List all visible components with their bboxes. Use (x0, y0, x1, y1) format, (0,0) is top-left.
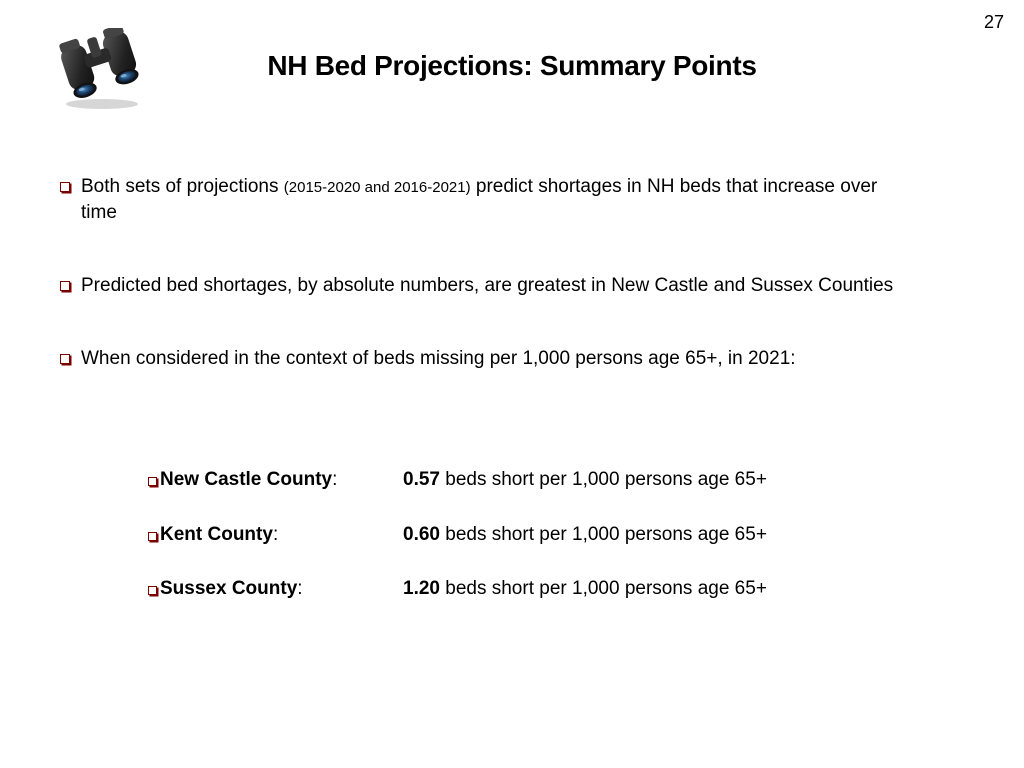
county-item-sussex (148, 575, 848, 603)
county-name: New Castle County (160, 469, 333, 490)
square-bullet-icon (148, 586, 157, 595)
square-bullet-icon (60, 354, 70, 364)
county-list (148, 466, 848, 603)
county-colon: : (332, 469, 338, 490)
bullet-text-post: predict shortages in NH beds that increase over time (81, 176, 878, 223)
square-bullet-icon (148, 532, 157, 541)
county-value: 0.57 (403, 469, 440, 490)
bullet-text: When considered in the context of beds missing per 1,000 persons age 65+, in 2021: (81, 348, 796, 369)
bullet-text-years: (2015-2020 and 2016-2021) (283, 179, 471, 196)
county-name: Sussex County (160, 578, 298, 599)
county-item-kent (148, 521, 848, 549)
county-value-suffix: beds short per 1,000 persons age 65+ (439, 578, 767, 599)
bullet-item (60, 273, 900, 298)
bullet-text-pre: Both sets of projections (81, 176, 284, 197)
county-value: 0.60 (403, 523, 440, 545)
county-value-suffix: beds short per 1,000 persons age 65+ (439, 469, 767, 490)
slide-title: NH Bed Projections: Summary Points (267, 50, 757, 81)
slide-number: 27 (983, 12, 1004, 32)
county-item-new-castle (148, 466, 848, 494)
county-colon: : (272, 523, 279, 545)
bullet-list (60, 174, 900, 371)
bullet-item (60, 174, 900, 225)
bullet-item (60, 346, 900, 371)
county-name: Kent County (160, 523, 273, 545)
bullet-text: Predicted bed shortages, by absolute numbers, are greatest in New Castle and Sussex Counties (81, 275, 894, 296)
county-value: 1.20 (403, 578, 440, 599)
square-bullet-icon (60, 281, 70, 291)
square-bullet-icon (60, 182, 70, 192)
square-bullet-icon (148, 477, 157, 486)
county-colon: : (297, 578, 303, 599)
county-value-suffix: beds short per 1,000 persons age 65+ (439, 523, 767, 545)
